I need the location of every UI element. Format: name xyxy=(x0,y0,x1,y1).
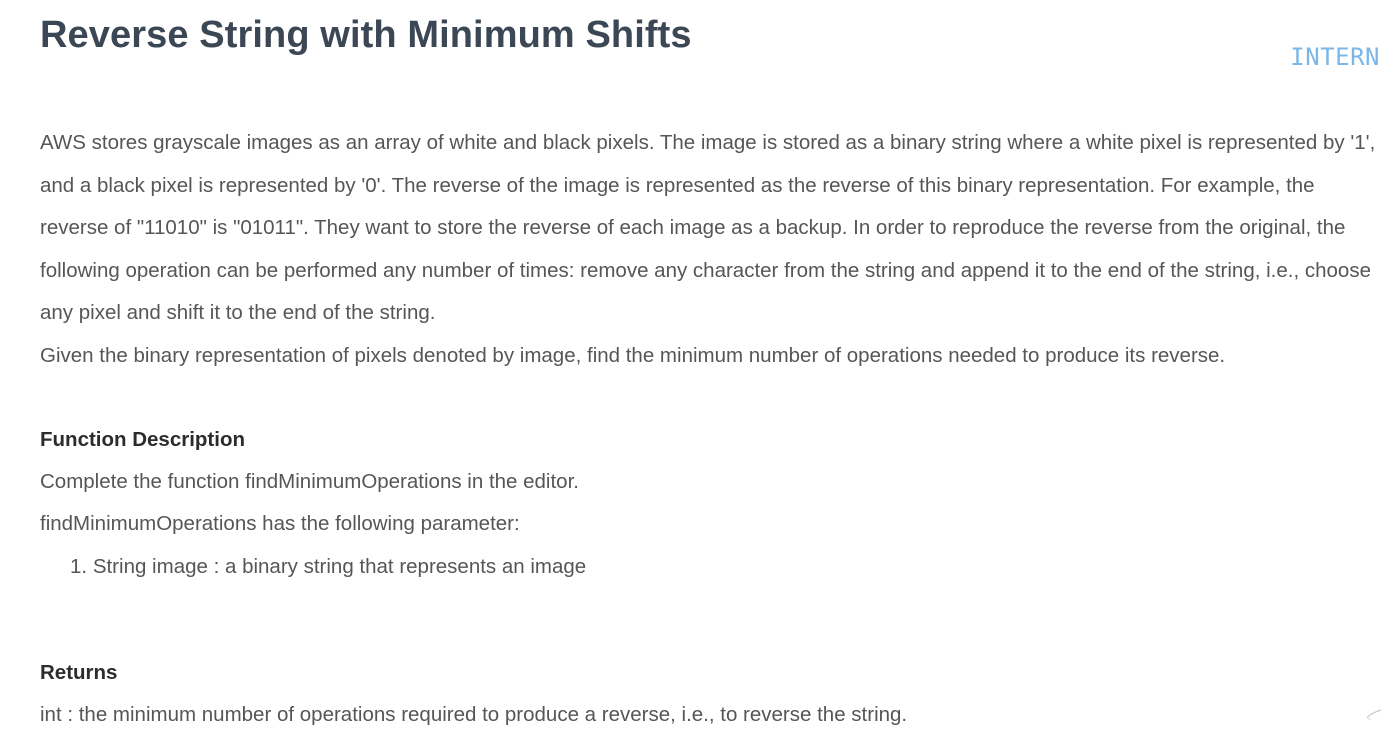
returns-text: int : the minimum number of operations required to produce a reverse, i.e., to reverse the string. xyxy=(40,703,908,726)
page-title: Reverse String with Minimum Shifts xyxy=(40,14,692,56)
pen-scribble-icon xyxy=(1366,708,1382,720)
parameter-number: 1. xyxy=(70,555,88,578)
function-description-line: Complete the function findMinimumOperations in the editor. xyxy=(40,470,579,493)
parameter-text: String image : a binary string that represents an image xyxy=(92,555,587,578)
function-parameter-intro: findMinimumOperations has the following parameter: xyxy=(40,512,520,535)
parameter-item xyxy=(70,555,586,579)
level-badge: INTERN xyxy=(1290,43,1380,71)
statement-paragraph: Given the binary representation of pixels denoted by image, find the minimum number of operations needed to produce its reverse. xyxy=(40,343,1226,367)
statement-paragraph: AWS stores grayscale images as an array of white and black pixels. The image is stored as a binary string where a white pixel is represented by '1', and a black pixel is represented by '0'. The reverse of the image is represented as the reverse of this binary representation. For example, the reverse of "11010" is "01011". They want to store the reverse of each image as a backup. In order to reproduce the reverse from the original, the following operation can be performed any number of times: remove any character from the string and append it to the end of the string, i.e., choose any pixel and shift it to the end of the string. xyxy=(40,131,1376,324)
function-description-heading: Function Description xyxy=(40,428,245,451)
problem-statement xyxy=(40,122,1384,377)
returns-heading: Returns xyxy=(40,661,118,684)
parameter-list xyxy=(70,555,586,579)
